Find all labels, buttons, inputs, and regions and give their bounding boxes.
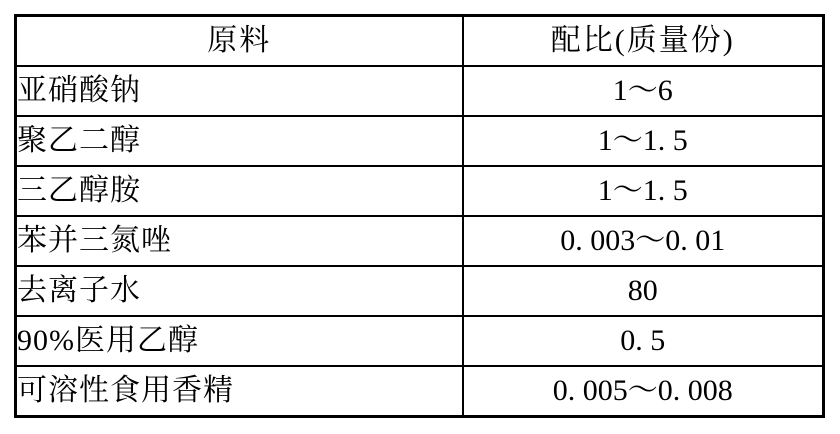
table-row bbox=[16, 366, 824, 417]
material-cell: 90%医用乙醇 bbox=[16, 316, 463, 366]
material-cell: 可溶性食用香精 bbox=[16, 366, 463, 417]
ratio-cell: 1～1. 5 bbox=[463, 116, 824, 166]
header-row bbox=[16, 16, 824, 67]
table-row bbox=[16, 116, 824, 166]
material-cell: 亚硝酸钠 bbox=[16, 66, 463, 116]
material-cell: 苯并三氮唑 bbox=[16, 216, 463, 266]
material-cell: 去离子水 bbox=[16, 266, 463, 316]
formula-table-container bbox=[14, 14, 825, 418]
table-row bbox=[16, 266, 824, 316]
table-row bbox=[16, 216, 824, 266]
table-row bbox=[16, 166, 824, 216]
material-cell: 三乙醇胺 bbox=[16, 166, 463, 216]
ratio-cell: 1～6 bbox=[463, 66, 824, 116]
table-row bbox=[16, 66, 824, 116]
formula-table bbox=[14, 14, 825, 418]
material-cell: 聚乙二醇 bbox=[16, 116, 463, 166]
ratio-cell: 1～1. 5 bbox=[463, 166, 824, 216]
ratio-cell: 80 bbox=[463, 266, 824, 316]
ratio-cell: 0. 005～0. 008 bbox=[463, 366, 824, 417]
ratio-cell: 0. 003～0. 01 bbox=[463, 216, 824, 266]
table-row bbox=[16, 316, 824, 366]
column-header-material: 原料 bbox=[16, 16, 463, 67]
ratio-cell: 0. 5 bbox=[463, 316, 824, 366]
column-header-ratio: 配比(质量份) bbox=[463, 16, 824, 67]
